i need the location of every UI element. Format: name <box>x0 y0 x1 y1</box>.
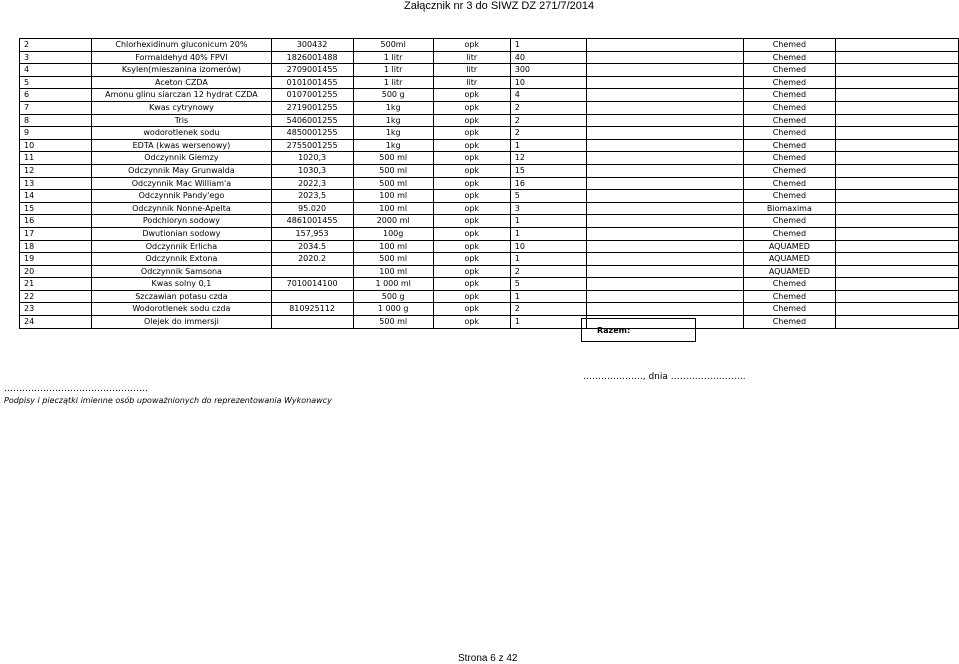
item-name: wodorotlenek sodu <box>92 127 271 140</box>
table-row <box>20 290 959 303</box>
row-number: 13 <box>20 177 92 190</box>
row-number: 22 <box>20 290 92 303</box>
item-name: Odczynnik Giemzy <box>92 152 271 165</box>
empty-cell <box>587 101 744 114</box>
empty-cell <box>587 215 744 228</box>
empty-cell <box>835 127 958 140</box>
item-quantity: 2 <box>510 127 586 140</box>
row-number: 8 <box>20 114 92 127</box>
item-pack-size: 500 ml <box>353 177 433 190</box>
table-row <box>20 215 959 228</box>
item-quantity: 15 <box>510 164 586 177</box>
item-unit: opk <box>433 316 510 329</box>
item-name: Szczawian potasu czda <box>92 290 271 303</box>
item-unit: opk <box>433 290 510 303</box>
row-number: 9 <box>20 127 92 140</box>
item-code: 0107001255 <box>271 89 353 102</box>
row-number: 3 <box>20 51 92 64</box>
table-row <box>20 101 959 114</box>
item-code: 2023,5 <box>271 190 353 203</box>
table-row <box>20 240 959 253</box>
item-pack-size: 500 ml <box>353 164 433 177</box>
item-quantity: 1 <box>510 139 586 152</box>
item-code: 2719001255 <box>271 101 353 114</box>
item-pack-size: 2000 ml <box>353 215 433 228</box>
item-pack-size: 1kg <box>353 114 433 127</box>
item-name: Odczynnik Samsona <box>92 265 271 278</box>
item-quantity: 5 <box>510 190 586 203</box>
item-quantity: 1 <box>510 290 586 303</box>
item-name: Amonu glinu siarczan 12 hydrat CZDA <box>92 89 271 102</box>
item-name: Odczynnik Extona <box>92 253 271 266</box>
item-quantity: 1 <box>510 316 586 329</box>
item-code: 157,953 <box>271 227 353 240</box>
item-unit: opk <box>433 39 510 52</box>
row-number: 17 <box>20 227 92 240</box>
total-box <box>581 318 696 342</box>
row-number: 20 <box>20 265 92 278</box>
item-name: Odczynnik Erlicha <box>92 240 271 253</box>
item-name: Ksylen(mieszanina izomerów) <box>92 64 271 77</box>
item-code: 0101001455 <box>271 76 353 89</box>
empty-cell <box>587 227 744 240</box>
item-pack-size: 100 ml <box>353 202 433 215</box>
item-unit: opk <box>433 152 510 165</box>
item-quantity: 2 <box>510 303 586 316</box>
item-code <box>271 290 353 303</box>
item-quantity: 3 <box>510 202 586 215</box>
empty-cell <box>587 278 744 291</box>
items-table <box>19 38 959 329</box>
item-code <box>271 265 353 278</box>
empty-cell <box>587 190 744 203</box>
item-producer: Chemed <box>743 127 835 140</box>
table-row <box>20 190 959 203</box>
empty-cell <box>587 253 744 266</box>
row-number: 24 <box>20 316 92 329</box>
item-pack-size: 500 g <box>353 290 433 303</box>
row-number: 15 <box>20 202 92 215</box>
item-pack-size: 500 ml <box>353 253 433 266</box>
item-producer: Chemed <box>743 51 835 64</box>
empty-cell <box>835 51 958 64</box>
item-name: Podchloryn sodowy <box>92 215 271 228</box>
empty-cell <box>835 290 958 303</box>
empty-cell <box>835 265 958 278</box>
table-row <box>20 265 959 278</box>
table-row <box>20 227 959 240</box>
empty-cell <box>587 265 744 278</box>
empty-cell <box>835 89 958 102</box>
table-row <box>20 177 959 190</box>
item-code: 2022,3 <box>271 177 353 190</box>
item-name: Aceton CZDA <box>92 76 271 89</box>
item-producer: Chemed <box>743 152 835 165</box>
item-pack-size: 1 litr <box>353 64 433 77</box>
item-producer: Chemed <box>743 39 835 52</box>
item-producer: Chemed <box>743 177 835 190</box>
empty-cell <box>835 215 958 228</box>
item-producer: Chemed <box>743 316 835 329</box>
row-number: 11 <box>20 152 92 165</box>
item-unit: opk <box>433 303 510 316</box>
item-producer: Chemed <box>743 278 835 291</box>
empty-cell <box>835 303 958 316</box>
row-number: 16 <box>20 215 92 228</box>
item-code <box>271 316 353 329</box>
item-name: Wodorotlenek sodu czda <box>92 303 271 316</box>
page-number: Strona 6 z 42 <box>458 653 518 664</box>
item-pack-size: 1 litr <box>353 76 433 89</box>
item-unit: opk <box>433 253 510 266</box>
item-quantity: 5 <box>510 278 586 291</box>
item-producer: Chemed <box>743 114 835 127</box>
item-quantity: 1 <box>510 253 586 266</box>
empty-cell <box>835 139 958 152</box>
empty-cell <box>835 253 958 266</box>
item-code: 1826001488 <box>271 51 353 64</box>
empty-cell <box>835 114 958 127</box>
row-number: 5 <box>20 76 92 89</box>
row-number: 19 <box>20 253 92 266</box>
item-unit: opk <box>433 190 510 203</box>
item-name: Odczynnik Nonne-Apelta <box>92 202 271 215</box>
item-unit: opk <box>433 240 510 253</box>
item-code: 5406001255 <box>271 114 353 127</box>
item-code: 300432 <box>271 39 353 52</box>
item-producer: Chemed <box>743 303 835 316</box>
table-body <box>20 39 959 329</box>
item-unit: opk <box>433 177 510 190</box>
table-row <box>20 253 959 266</box>
empty-cell <box>835 227 958 240</box>
item-pack-size: 1 litr <box>353 51 433 64</box>
empty-cell <box>587 290 744 303</box>
item-unit: opk <box>433 202 510 215</box>
item-pack-size: 100 ml <box>353 240 433 253</box>
empty-cell <box>835 101 958 114</box>
item-pack-size: 500ml <box>353 39 433 52</box>
item-quantity: 10 <box>510 76 586 89</box>
empty-cell <box>835 316 958 329</box>
item-unit: opk <box>433 139 510 152</box>
row-number: 4 <box>20 64 92 77</box>
item-pack-size: 100g <box>353 227 433 240</box>
item-code: 1030,3 <box>271 164 353 177</box>
item-name: EDTA (kwas wersenowy) <box>92 139 271 152</box>
item-producer: Chemed <box>743 215 835 228</box>
item-code: 2755001255 <box>271 139 353 152</box>
item-quantity: 40 <box>510 51 586 64</box>
empty-cell <box>587 127 744 140</box>
row-number: 7 <box>20 101 92 114</box>
row-number: 14 <box>20 190 92 203</box>
empty-cell <box>835 152 958 165</box>
item-name: Chlorhexidinum gluconicum 20% <box>92 39 271 52</box>
item-name: Olejek do immersji <box>92 316 271 329</box>
item-quantity: 10 <box>510 240 586 253</box>
item-pack-size: 100 ml <box>353 190 433 203</box>
item-unit: opk <box>433 265 510 278</box>
item-unit: opk <box>433 215 510 228</box>
item-unit: litr <box>433 76 510 89</box>
item-code: 2020.2 <box>271 253 353 266</box>
item-pack-size: 1 000 g <box>353 303 433 316</box>
empty-cell <box>587 39 744 52</box>
empty-cell <box>835 202 958 215</box>
item-name: Odczynnik Pandy'ego <box>92 190 271 203</box>
table-row <box>20 89 959 102</box>
empty-cell <box>835 164 958 177</box>
item-pack-size: 500 ml <box>353 152 433 165</box>
table-row <box>20 139 959 152</box>
table-row <box>20 164 959 177</box>
item-quantity: 2 <box>510 101 586 114</box>
table-row <box>20 76 959 89</box>
item-producer: Chemed <box>743 76 835 89</box>
item-quantity: 12 <box>510 152 586 165</box>
item-pack-size: 1kg <box>353 101 433 114</box>
item-name: Kwas solny 0,1 <box>92 278 271 291</box>
item-quantity: 2 <box>510 114 586 127</box>
item-pack-size: 1kg <box>353 127 433 140</box>
empty-cell <box>587 152 744 165</box>
table-row <box>20 127 959 140</box>
empty-cell <box>835 76 958 89</box>
item-producer: Chemed <box>743 164 835 177</box>
document-title: Załącznik nr 3 do SIWZ DZ 271/7/2014 <box>404 0 595 12</box>
item-unit: opk <box>433 227 510 240</box>
item-producer: Chemed <box>743 64 835 77</box>
item-quantity: 16 <box>510 177 586 190</box>
empty-cell <box>835 177 958 190</box>
item-producer: Chemed <box>743 227 835 240</box>
item-quantity: 1 <box>510 215 586 228</box>
item-producer: Chemed <box>743 139 835 152</box>
item-unit: opk <box>433 278 510 291</box>
item-quantity: 4 <box>510 89 586 102</box>
table-row <box>20 278 959 291</box>
item-quantity: 1 <box>510 39 586 52</box>
row-number: 12 <box>20 164 92 177</box>
empty-cell <box>835 39 958 52</box>
item-name: Odczynnik Mac William'a <box>92 177 271 190</box>
item-name: Kwas cytrynowy <box>92 101 271 114</box>
table-row <box>20 114 959 127</box>
table-row <box>20 152 959 165</box>
item-producer: Chemed <box>743 101 835 114</box>
empty-cell <box>587 114 744 127</box>
item-name: Dwutionian sodowy <box>92 227 271 240</box>
signature-caption: Podpisy i pieczątki imienne osób upoważnionych do reprezentowania Wykonawcy <box>4 396 332 405</box>
item-unit: opk <box>433 89 510 102</box>
item-unit: opk <box>433 127 510 140</box>
table-row <box>20 39 959 52</box>
item-unit: litr <box>433 51 510 64</box>
item-pack-size: 1kg <box>353 139 433 152</box>
row-number: 21 <box>20 278 92 291</box>
empty-cell <box>587 64 744 77</box>
item-unit: opk <box>433 101 510 114</box>
table-row <box>20 316 959 329</box>
item-producer: Chemed <box>743 89 835 102</box>
empty-cell <box>587 139 744 152</box>
item-pack-size: 500 g <box>353 89 433 102</box>
item-code: 2709001455 <box>271 64 353 77</box>
empty-cell <box>587 76 744 89</box>
item-pack-size: 100 ml <box>353 265 433 278</box>
table-row <box>20 202 959 215</box>
empty-cell <box>587 240 744 253</box>
row-number: 18 <box>20 240 92 253</box>
item-unit: opk <box>433 114 510 127</box>
empty-cell <box>587 303 744 316</box>
item-code: 2034.5 <box>271 240 353 253</box>
row-number: 6 <box>20 89 92 102</box>
empty-cell <box>835 278 958 291</box>
item-unit: litr <box>433 64 510 77</box>
empty-cell <box>835 240 958 253</box>
item-name: Tris <box>92 114 271 127</box>
item-code: 1020,3 <box>271 152 353 165</box>
item-producer: Chemed <box>743 190 835 203</box>
empty-cell <box>587 164 744 177</box>
item-quantity: 2 <box>510 265 586 278</box>
row-number: 2 <box>20 39 92 52</box>
item-producer: AQUAMED <box>743 253 835 266</box>
item-quantity: 300 <box>510 64 586 77</box>
empty-cell <box>835 190 958 203</box>
item-code: 4850001255 <box>271 127 353 140</box>
item-producer: AQUAMED <box>743 240 835 253</box>
table-row <box>20 64 959 77</box>
empty-cell <box>587 177 744 190</box>
item-code: 7010014100 <box>271 278 353 291</box>
empty-cell <box>587 202 744 215</box>
item-name: Odczynnik May Grunwalda <box>92 164 271 177</box>
item-quantity: 1 <box>510 227 586 240</box>
item-code: 95.020 <box>271 202 353 215</box>
table-row <box>20 303 959 316</box>
row-number: 10 <box>20 139 92 152</box>
empty-cell <box>587 89 744 102</box>
item-code: 810925112 <box>271 303 353 316</box>
row-number: 23 <box>20 303 92 316</box>
empty-cell <box>587 51 744 64</box>
item-pack-size: 1 000 ml <box>353 278 433 291</box>
total-label: Razem: <box>597 326 631 335</box>
empty-cell <box>835 64 958 77</box>
table-row <box>20 51 959 64</box>
item-producer: AQUAMED <box>743 265 835 278</box>
item-code: 4861001455 <box>271 215 353 228</box>
item-name: Formaldehyd 40% FPVI <box>92 51 271 64</box>
item-pack-size: 500 ml <box>353 316 433 329</box>
signature-dots: ………………………………………… <box>4 384 148 394</box>
place-date-line: ……………….., dnia ……………………. <box>583 372 746 382</box>
item-producer: Chemed <box>743 290 835 303</box>
item-unit: opk <box>433 164 510 177</box>
item-producer: Biomaxima <box>743 202 835 215</box>
